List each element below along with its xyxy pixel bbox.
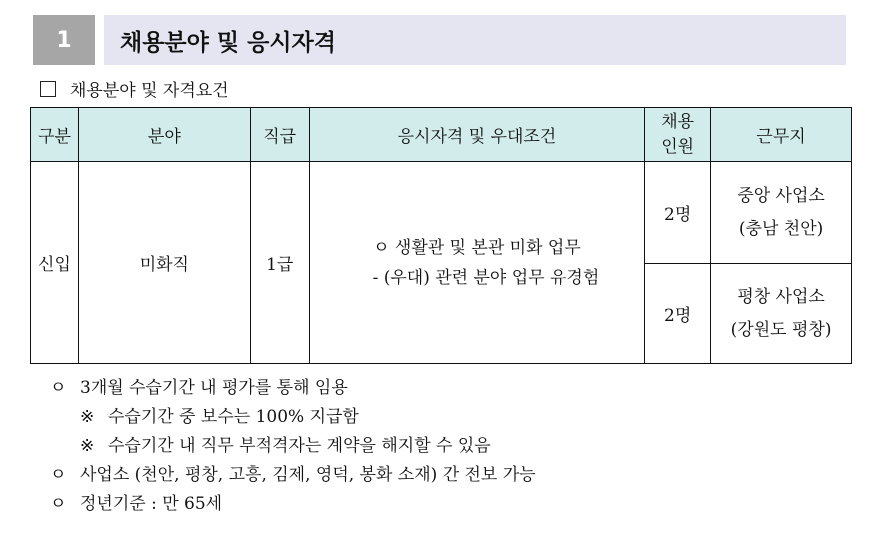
cell-qualification	[309, 162, 645, 364]
header-field: 분야	[78, 108, 250, 162]
section-number: 1	[33, 15, 95, 65]
subheading-text: 채용분야 및 자격요건	[70, 81, 229, 101]
note-item	[50, 432, 536, 461]
header-headcount: 채용 인원	[645, 108, 711, 162]
qualification-line-1: ㅇ 생활관 및 본관 미화 업무	[373, 237, 581, 258]
cell-category: 신입	[31, 162, 79, 364]
note-item	[50, 403, 536, 432]
note-text: 사업소 (천안, 평창, 고흥, 김제, 영덕, 봉화 소재) 간 전보 가능	[80, 465, 536, 485]
note-text: 3개월 수습기간 내 평가를 통해 임용	[80, 378, 348, 398]
notes-list	[50, 374, 536, 519]
section-title: 채용분야 및 응시자격	[104, 15, 846, 65]
recruitment-table	[30, 107, 852, 364]
location-1-place: 중앙 사업소	[737, 185, 825, 206]
note-text: 수습기간 중 보수는 100% 지급함	[108, 407, 359, 427]
note-marker: ※	[80, 436, 95, 456]
cell-location-2	[711, 264, 852, 364]
note-item	[50, 490, 536, 519]
subheading	[40, 76, 229, 101]
note-marker: ㅇ	[50, 465, 67, 485]
location-1-region: (충남 천안)	[738, 218, 824, 239]
cell-headcount-1: 2명	[645, 162, 711, 264]
section-header	[33, 15, 846, 65]
cell-field: 미화직	[78, 162, 250, 364]
checkbox-icon	[40, 81, 56, 97]
header-grade: 직급	[250, 108, 309, 162]
note-marker: ※	[80, 407, 95, 427]
header-location: 근무지	[711, 108, 852, 162]
note-marker: ㅇ	[50, 378, 67, 398]
header-category: 구분	[31, 108, 79, 162]
note-text: 수습기간 내 직무 부적격자는 계약을 해지할 수 있음	[108, 436, 491, 456]
header-qualification: 응시자격 및 우대조건	[309, 108, 645, 162]
cell-grade: 1급	[250, 162, 309, 364]
note-marker: ㅇ	[50, 494, 67, 514]
table-header-row	[31, 108, 852, 162]
qualification-line-2: - (우대) 관련 분야 업무 유경험	[372, 267, 600, 288]
location-2-region: (강원도 평창)	[730, 319, 832, 340]
cell-location-1	[711, 162, 852, 264]
cell-headcount-2: 2명	[645, 264, 711, 364]
note-item	[50, 374, 536, 403]
table-row	[31, 162, 852, 264]
location-2-place: 평창 사업소	[737, 286, 825, 307]
note-text: 정년기준 : 만 65세	[80, 494, 223, 514]
note-item	[50, 461, 536, 490]
